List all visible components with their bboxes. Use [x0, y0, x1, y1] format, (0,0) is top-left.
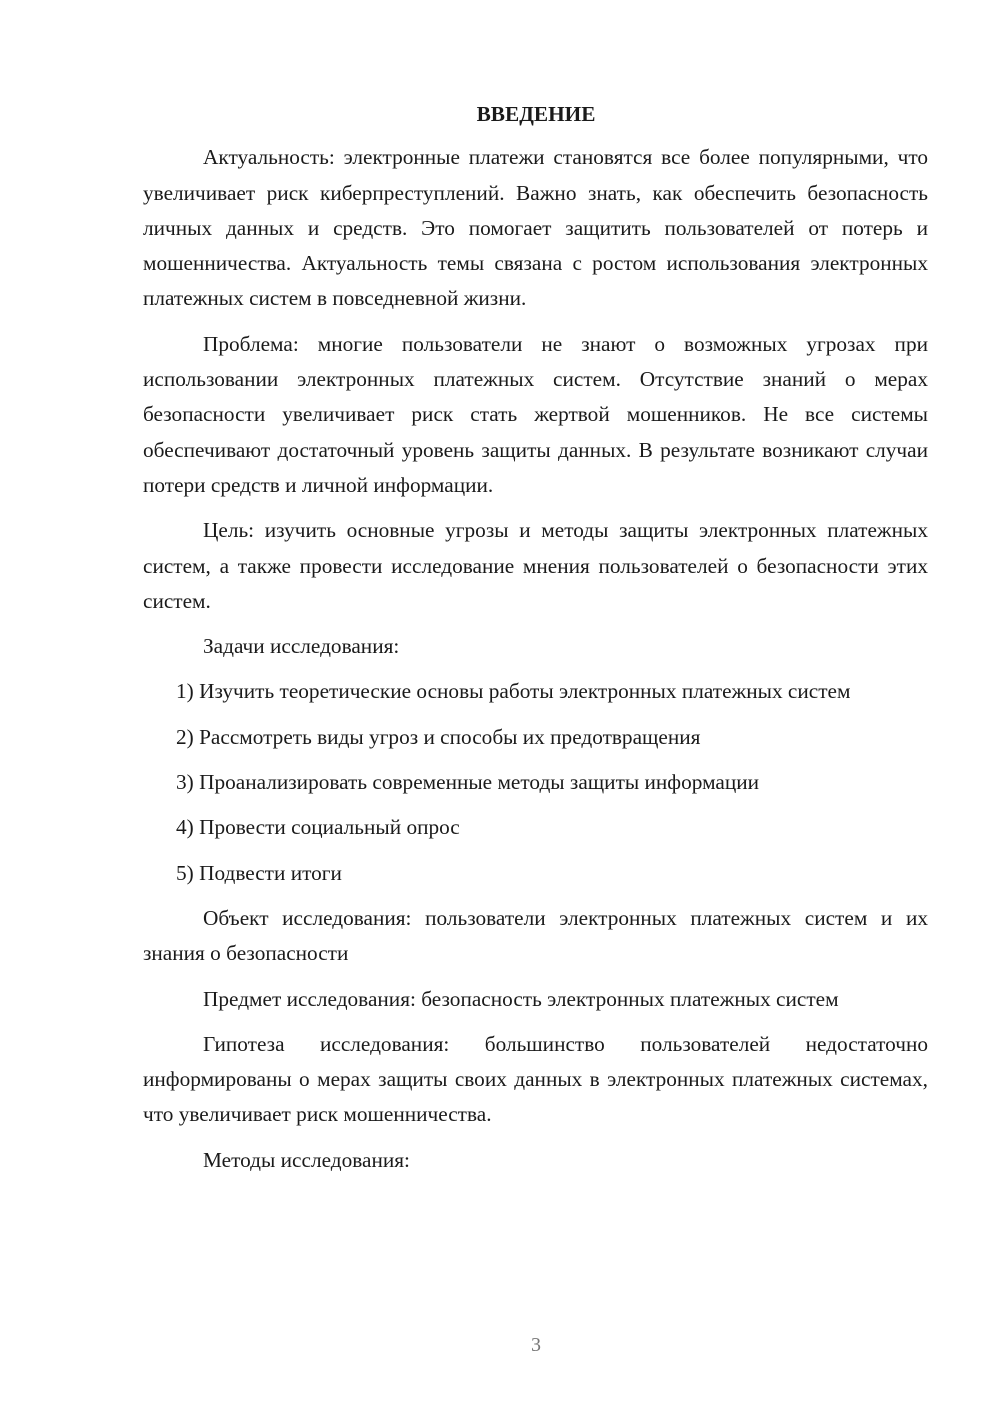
task-item-1: 1) Изучить теоретические основы работы электронных платежных систем	[176, 679, 851, 704]
task-item-4: 4) Провести социальный опрос	[176, 815, 460, 840]
paragraph-methods: Методы исследования:	[203, 1147, 410, 1172]
paragraph-problem: Проблема: многие пользователи не знают о возможных угрозах при использовании электронных платежных систем. Отсутствие знаний о мерах безопасности увеличивает риск стать жертвой мошенников. Не все системы обеспечивают достаточный уровень защиты данных. В результате возникают случаи потери средств и личной информации.	[143, 331, 928, 497]
paragraph-relevance: Актуальность: электронные платежи становятся все более популярными, что увеличивает риск киберпреступлений. Важно знать, как обеспечить безопасность личных данных и средств. Это помогает защитить пользователей от потерь и мошенничества. Актуальность темы связана с ростом использования электронных платежных систем в повседневной жизни.	[143, 145, 928, 311]
paragraph-tasks-heading: Задачи исследования:	[203, 634, 400, 659]
task-item-5: 5) Подвести итоги	[176, 860, 342, 885]
paragraph-object: Объект исследования: пользователи электронных платежных систем и их знания о безопасности	[143, 905, 928, 966]
paragraph-hypothesis: Гипотеза исследования: большинство пользователей недостаточно информированы о мерах защиты своих данных в электронных платежных системах, что увеличивает риск мошенничества.	[143, 1031, 928, 1127]
paragraph-goal: Цель: изучить основные угрозы и методы защиты электронных платежных систем, а также провести исследование мнения пользователей о безопасности этих систем.	[143, 518, 928, 613]
page-number: 3	[531, 1334, 541, 1356]
paragraph-subject: Предмет исследования: безопасность электронных платежных систем	[203, 986, 839, 1011]
task-item-3: 3) Проанализировать современные методы защиты информации	[176, 770, 760, 795]
page-title: ВВЕДЕНИЕ	[476, 102, 596, 126]
task-item-2: 2) Рассмотреть виды угроз и способы их предотвращения	[176, 724, 701, 749]
page-content	[143, 97, 928, 1188]
